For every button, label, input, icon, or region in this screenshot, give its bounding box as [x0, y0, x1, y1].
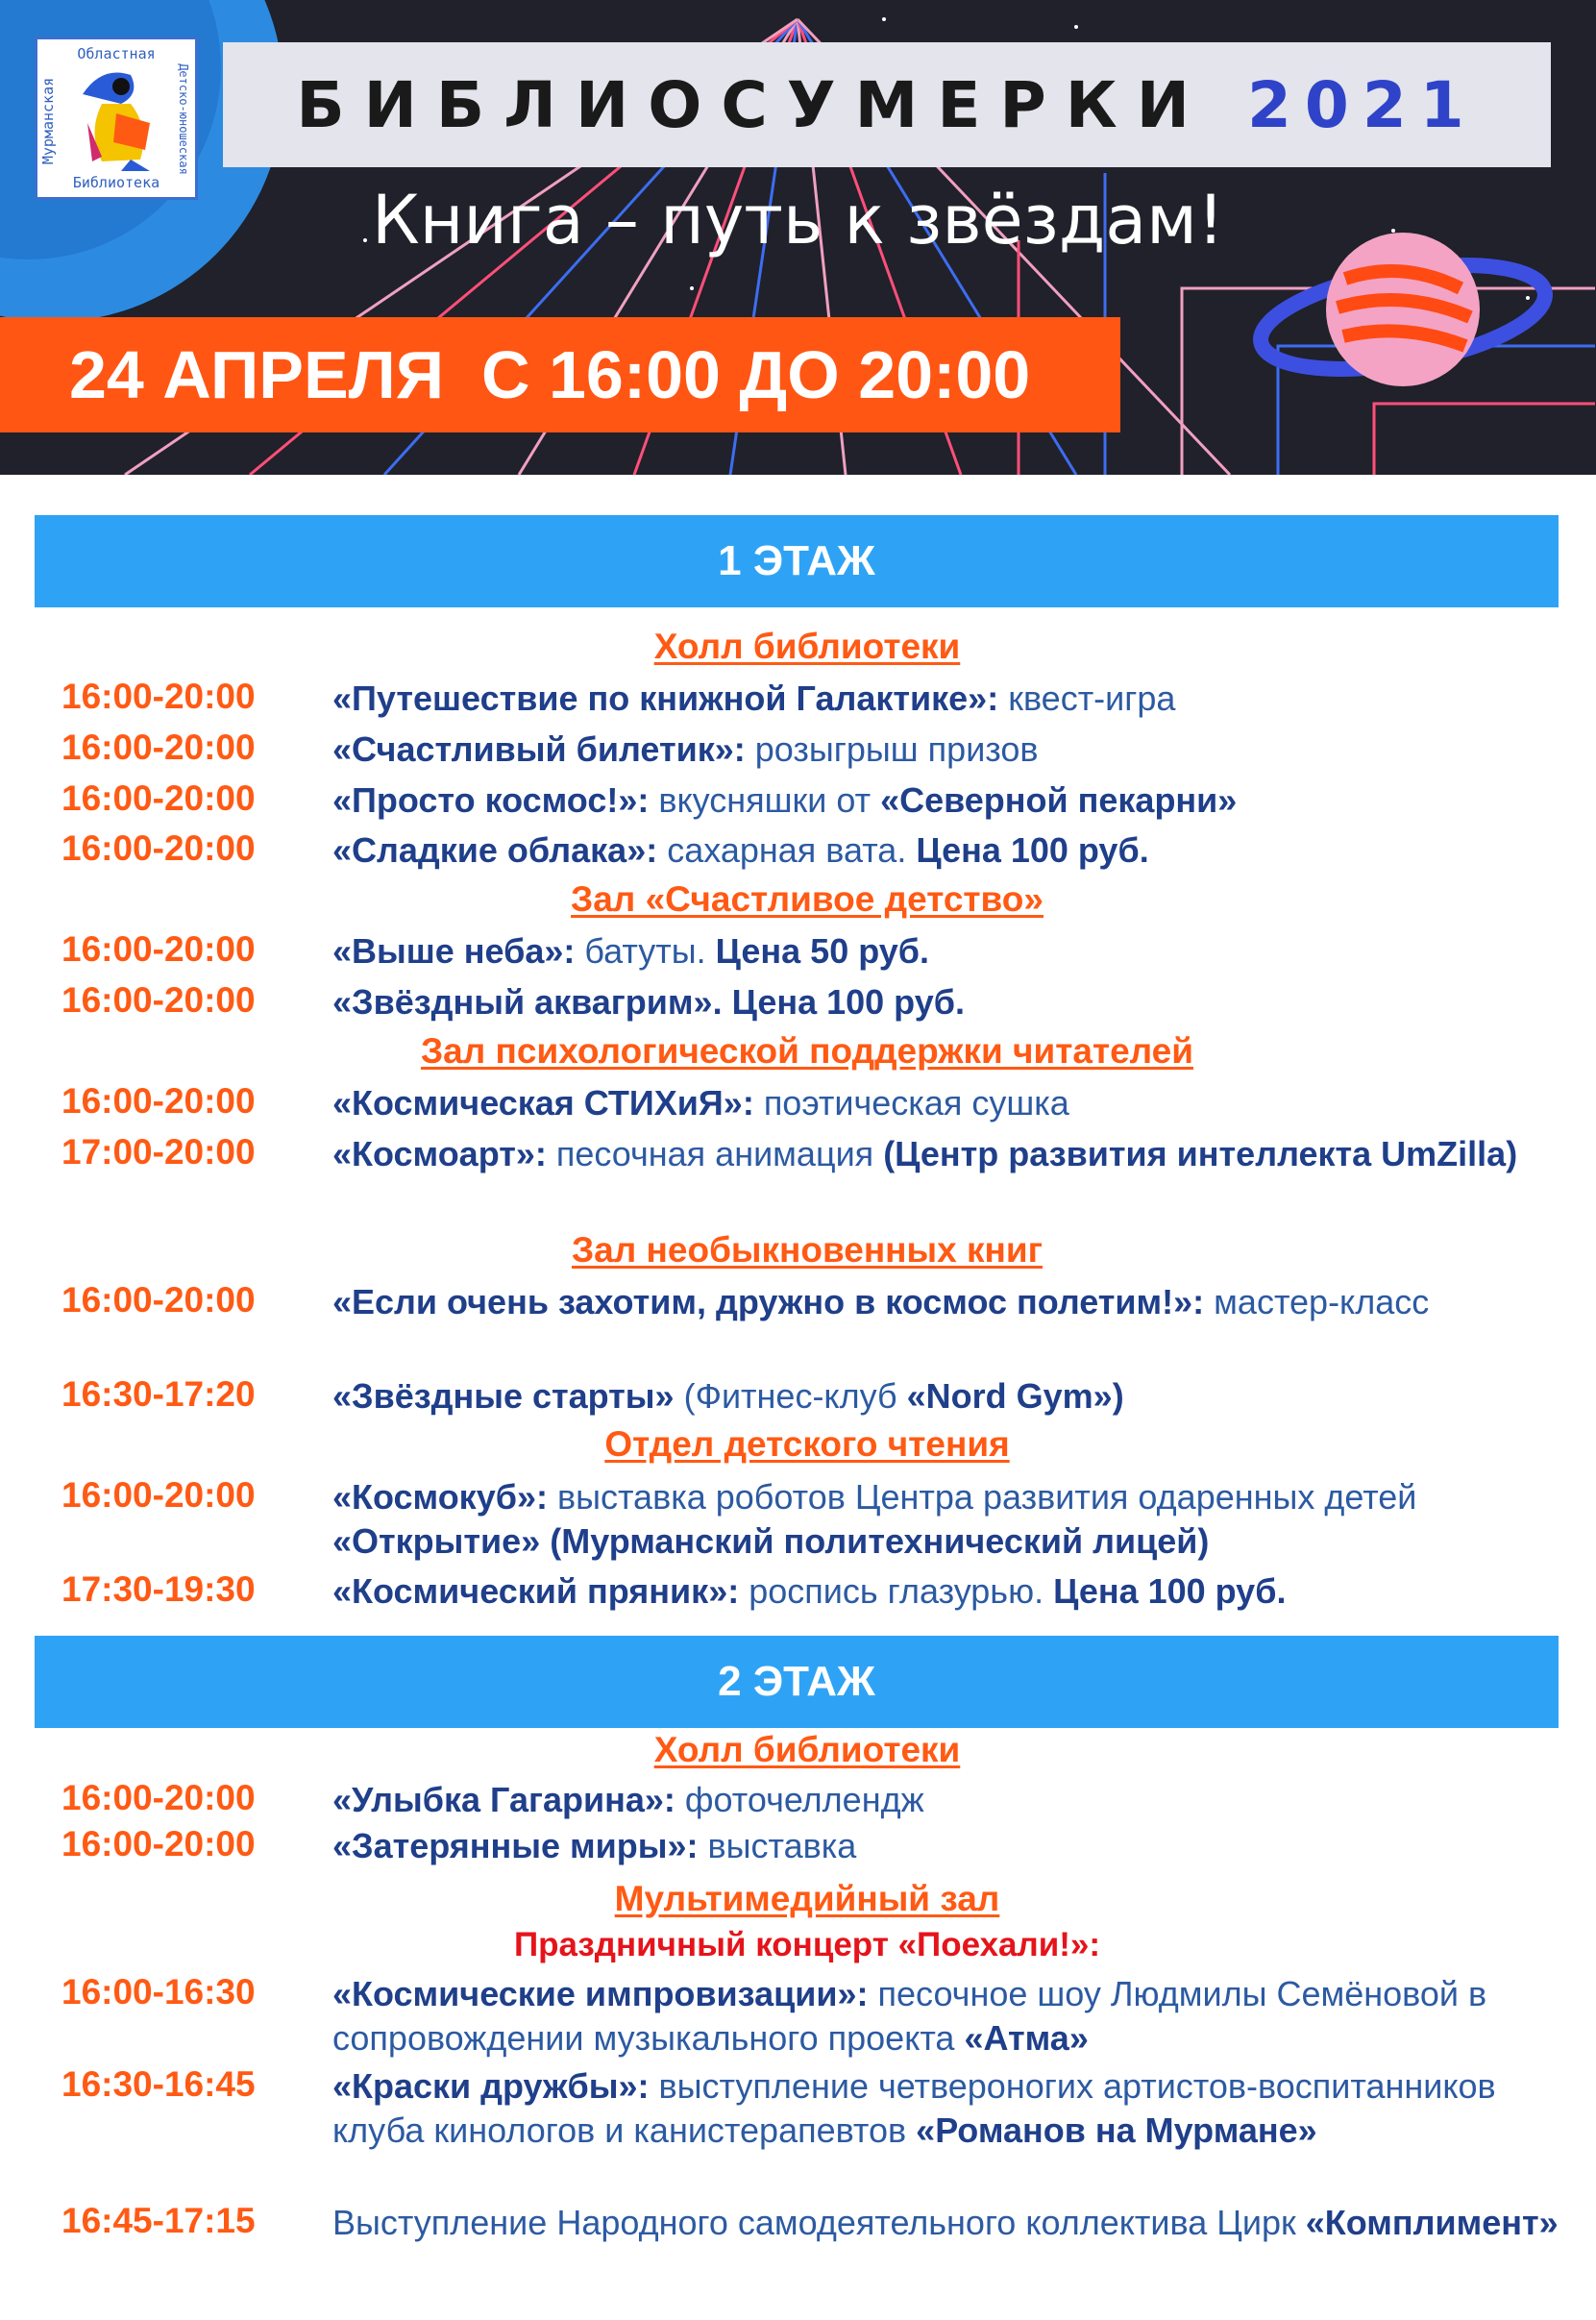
event-description: «Выше неба»: батуты. Цена 50 руб. [332, 931, 930, 971]
room-heading: Холл библиотеки [653, 627, 961, 666]
event-description: «Космические импровизации»: песочное шоу Людмилы Семёновой в сопровождении музыкального проекта «Атма» [332, 1974, 1487, 2058]
concert-heading: Праздничный концерт «Поехали!»: [513, 1926, 1101, 1963]
event-time: 16:00-20:00 [61, 929, 256, 969]
event-description: «Космокуб»: выставка роботов Центра развития одаренных детей «Открытие» (Мурманский политехнический лицей) [332, 1477, 1417, 1561]
event-description: «Звёздные старты» (Фитнес-клуб «Nord Gym») [332, 1376, 1124, 1416]
event-time: 16:00-20:00 [61, 828, 256, 868]
event-time: 16:00-20:00 [61, 1824, 256, 1863]
event-time: 16:00-20:00 [61, 1081, 256, 1121]
floor-2-header [35, 1636, 1559, 1728]
event-time: 16:00-16:30 [61, 1972, 256, 2011]
event-description: «Улыбка Гагарина»: фоточеллендж [332, 1780, 924, 1819]
event-time: 16:30-16:45 [61, 2064, 256, 2104]
event-time: 16:00-20:00 [61, 728, 256, 767]
event-description: «Краски дружбы»: выступление четвероногих артистов-воспитанников клуба кинологов и канистерапевтов «Романов на Мурмане» [332, 2066, 1496, 2150]
event-time: 17:00-20:00 [61, 1132, 256, 1172]
reading-bird-icon [35, 37, 198, 200]
event-description: «Сладкие облака»: сахарная вата. Цена 100 руб. [332, 830, 1149, 870]
room-heading: Мультимедийный зал [614, 1879, 1000, 1918]
room-heading: Зал «Счастливое детство» [571, 879, 1044, 919]
logo-text-top: Областная [77, 45, 156, 62]
logo-text-right: Детско-юношеская [177, 63, 190, 175]
event-time: 16:00-20:00 [61, 980, 256, 1020]
floor-label: 1 ЭТАЖ [718, 537, 875, 584]
event-time: 16:00-20:00 [61, 1778, 256, 1817]
event-time: 16:45-17:15 [61, 2201, 256, 2240]
event-description: «Звёздный аквагрим». Цена 100 руб. [332, 982, 965, 1022]
event-description: «Космическая СТИХиЯ»: поэтическая сушка [332, 1083, 1069, 1123]
event-description: «Просто космос!»: вкусняшки от «Северной пекарни» [332, 780, 1238, 820]
event-time: 16:30-17:20 [61, 1374, 256, 1414]
title-box [223, 42, 1551, 167]
library-logo [35, 37, 198, 200]
event-time: 17:30-19:30 [61, 1569, 256, 1609]
event-description: «Космоарт»: песочная анимация (Центр развития интеллекта UmZilla) [332, 1134, 1518, 1173]
event-date: 24 АПРЕЛЯ С 16:00 ДО 20:00 [69, 337, 1031, 412]
logo-text-left: Мурманская [39, 77, 57, 165]
floor-label: 2 ЭТАЖ [718, 1658, 875, 1705]
event-description: Выступление Народного самодеятельного коллектива Цирк «Комплимент» [332, 2203, 1559, 2242]
room-heading: Зал необыкновенных книг [572, 1230, 1043, 1270]
event-time: 16:00-20:00 [61, 1280, 256, 1320]
event-time: 16:00-20:00 [61, 1475, 256, 1515]
event-time: 16:00-20:00 [61, 778, 256, 818]
event-description: «Если очень захотим, дружно в космос полетим!»: мастер-класс [332, 1282, 1430, 1321]
event-description: «Путешествие по книжной Галактике»: квест-игра [332, 679, 1176, 718]
page-subtitle: Книга – путь к звёздам! [371, 181, 1225, 259]
event-description: «Затерянные миры»: выставка [332, 1826, 857, 1865]
date-banner [0, 317, 1120, 432]
event-description: «Счастливый билетик»: розыгрыш призов [332, 729, 1039, 769]
floor-1-header [35, 515, 1559, 607]
room-heading: Зал психологической поддержки читателей [421, 1031, 1193, 1071]
header-banner [0, 0, 1596, 475]
event-description: «Космический пряник»: роспись глазурью. Цена 100 руб. [332, 1571, 1287, 1611]
title-year: 2021 [1246, 67, 1478, 142]
room-heading: Отдел детского чтения [604, 1424, 1010, 1464]
room-heading: Холл библиотеки [653, 1730, 961, 1769]
event-time: 16:00-20:00 [61, 677, 256, 716]
logo-text-bottom: Библиотека [72, 174, 160, 191]
page-title: БИБЛИОСУМЕРКИ [296, 67, 1209, 142]
